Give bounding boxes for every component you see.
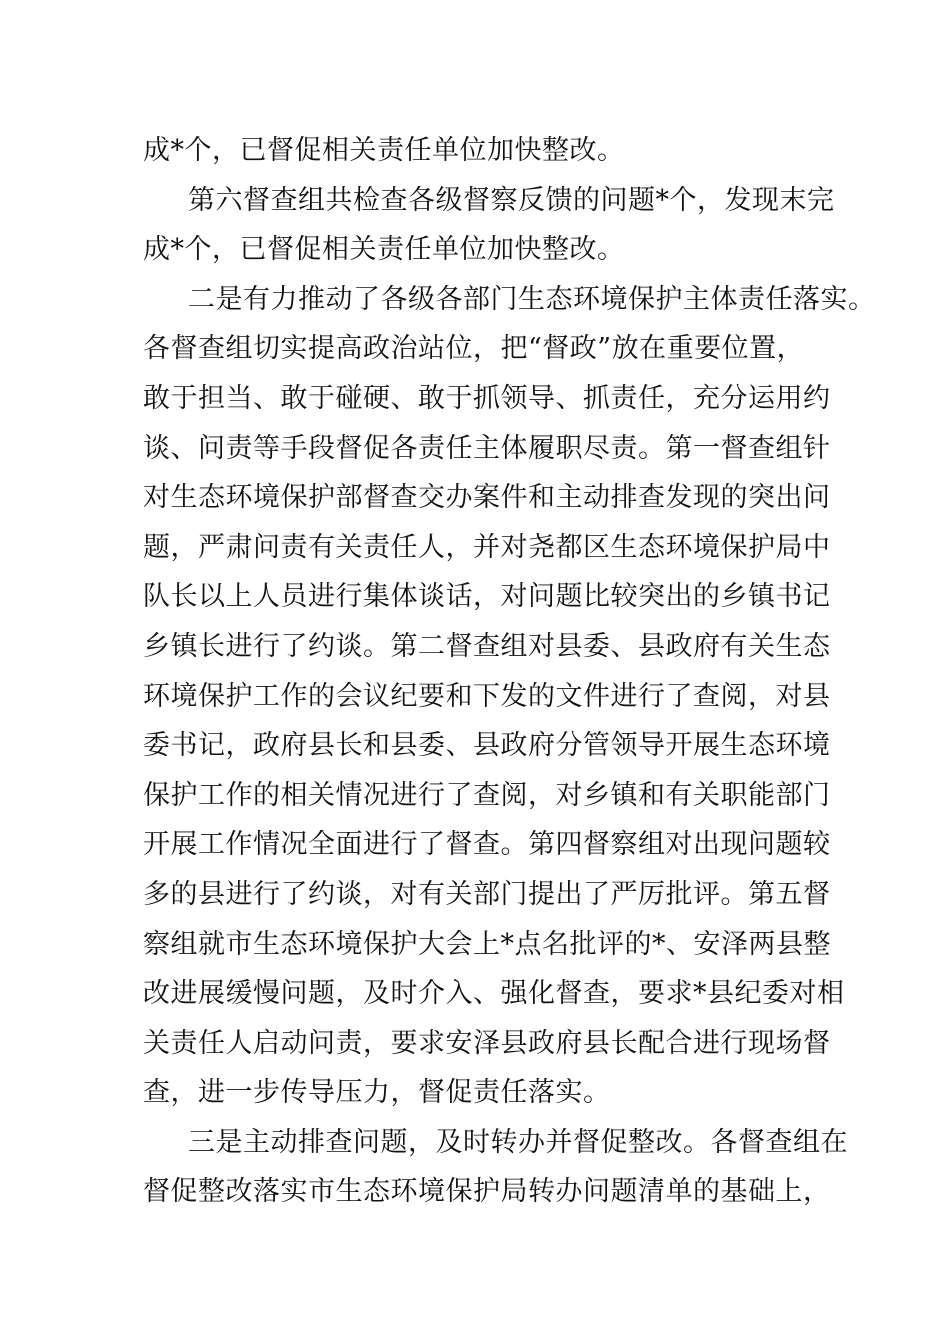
text-line: 关责任人启动问责，要求安泽县政府县长配合进行现场督 [143,1027,831,1059]
text-line: 对生态环境保护部督查交办案件和主动排查发现的突出问 [143,482,831,514]
text-line: 督促整改落实市生态环境保护局转办问题清单的基础上， [143,1176,831,1208]
text-line: 开展工作情况全面进行了督查。第四督察组对出现问题较 [143,829,831,861]
text-line: 环境保护工作的会议纪要和下发的文件进行了查阅，对县 [143,680,831,712]
text-line: 题，严肃问责有关责任人，并对尧都区生态环境保护局中 [143,531,831,563]
text-line: 改进展缓慢问题，及时介入、强化督查，要求*县纪委对相 [143,978,845,1010]
text-line: 敢于担当、敢于碰硬、敢于抓领导、抓责任，充分运用约 [143,382,831,414]
text-line: 队长以上人员进行集体谈话，对问题比较突出的乡镇书记 [143,581,831,613]
text-line: 第六督查组共检查各级督察反馈的问题*个，发现末完 [188,184,835,216]
text-line: 成*个，已督促相关责任单位加快整改。 [143,135,625,166]
text-line: 各督查组切实提高政治站位，把“督政”放在重要位置， [143,333,805,365]
text-line: 察组就市生态环境保护大会上*点名批评的*、安泽两县整 [143,928,831,960]
text-line: 谈、问责等手段督促各责任主体履职尽责。第一督查组针 [143,432,831,464]
text-line: 成*个，已督促相关责任单位加快整改。 [143,234,625,266]
text-line: 乡镇长进行了约谈。第二督查组对县委、县政府有关生态 [143,630,831,662]
text-line: 多的县进行了约谈，对有关部门提出了严厉批评。第五督 [143,878,831,910]
text-line: 二是有力推动了各级各部门生态环境保护主体责任落实。 [188,283,876,315]
text-line: 查，进一步传导压力，督促责任落实。 [143,1077,611,1109]
document-body [143,126,876,1217]
text-line: 委书记，政府县长和县委、县政府分管领导开展生态环境 [143,730,831,762]
text-line: 保护工作的相关情况进行了查阅，对乡镇和有关职能部门 [143,779,831,811]
text-line: 三是主动排查问题，及时转办并督促整改。各督查组在 [188,1126,848,1158]
